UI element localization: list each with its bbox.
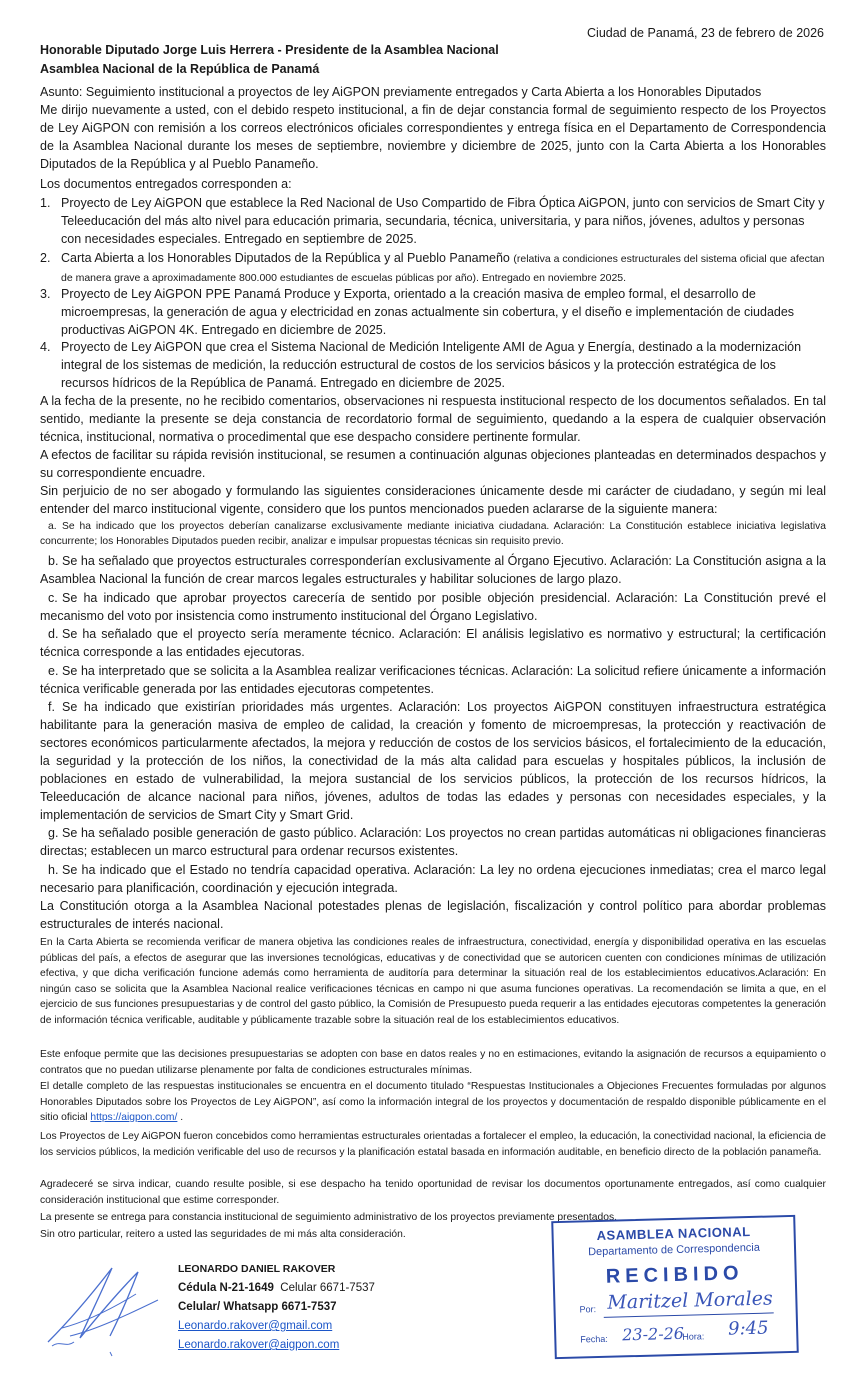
document-note: (relativa a condiciones estructurales del sistema oficial que afectan de manera grave a aproximadamente 800.000 estudiantes de escuelas públicas por año). Entregado en noviembre 2025. <box>61 253 825 284</box>
objection-text: Se ha indicado que el Estado no tendría capacidad operativa. Aclaración: La ley no ordena ejecuciones inmediatas; crea el marco legal necesario para planificación, coordinación y ejecución integrada. <box>40 863 826 895</box>
handwritten-signature <box>40 1250 170 1360</box>
document-item <box>40 338 826 392</box>
signer-celular: Celular 6671-7537 <box>280 1282 375 1294</box>
detalle-text: El detalle completo de las respuestas institucionales se encuentra en el documento titulado “Respuestas Institucionales a Objeciones Frecuentes formuladas por algunos Honorables Diputados sobre los Proyectos de Ley AiGPON”, así como la información integral de los proyectos y documentación de respaldo disponible públicamente en el sitio oficial <box>40 1081 826 1123</box>
stamp-fecha-value: 23-2-26 <box>621 1323 685 1345</box>
stamp-received: RECIBIDO <box>605 1262 744 1288</box>
objection-item <box>40 589 826 625</box>
email-link-aigpon[interactable]: Leonardo.rakover@aigpon.com <box>178 1339 340 1351</box>
objection-item <box>40 552 826 588</box>
document-item <box>40 285 826 339</box>
document-text: Carta Abierta a los Honorables Diputados de la República y al Pueblo Panameño <box>61 251 510 265</box>
detalle-paragraph <box>40 1079 826 1126</box>
enfoque-paragraph: Este enfoque permite que las decisiones presupuestarias se adopten con base en datos reales y no en estimaciones, evitando la asignación de recursos a equipamiento o contratos que no puedan utilizarse plenamente por falta de condiciones estructurales mínimas. <box>40 1049 826 1076</box>
no-response-paragraph: A la fecha de la presente, no he recibido comentarios, observaciones ni respuesta institucional respecto de los documentos señalados. En tal sentido, mediante la presente se deja constancia de recordatorio formal de seguimiento, quedando a la espera de cualquier observación técnica, institucional, normativa o procedimental que ese despacho considere pertinente formular. <box>40 394 826 444</box>
signature-block <box>178 1260 375 1355</box>
signer-id-line <box>178 1279 375 1298</box>
email-link-gmail[interactable]: Leonardo.rakover@gmail.com <box>178 1320 333 1332</box>
objection-item <box>40 824 826 860</box>
objection-letter: c. <box>48 591 58 605</box>
objection-item <box>40 625 826 661</box>
disclaimer-paragraph: Sin perjuicio de no ser abogado y formulando las siguientes consideraciones únicamente desde mi carácter de ciudadano, y según mi leal entender del marco institucional vigente, considero que los puntos mencionados pueden aclararse de la siguiente manera: <box>40 484 826 516</box>
signer-whatsapp: Celular/ Whatsapp 6671-7537 <box>178 1301 337 1313</box>
document-number: 1. <box>40 196 51 210</box>
recipient-line: Honorable Diputado Jorge Luis Herrera - Presidente de la Asamblea Nacional <box>40 43 499 57</box>
objection-text: Se ha indicado que existirían prioridades más urgentes. Aclaración: Los proyectos AiGPON constituyen infraestructura estratégica habilitante para la generación masiva de empleo de calidad, la creación y fomento de microempresas, la protección y reactivación de sectores económicos particularmente afectados, la mejora y reducción de costos de los servicios básicos, el fortalecimiento de la educación, la seguridad y la protección de los niños, la conectividad de la más alta calidad para escuelas y hospitales públicos, la inclusión de poblaciones en estado de vulnerabilidad, la mejora sustancial de los servicios públicos, la protección de los recursos hídricos, la Teleeducación de alcance nacional para niños, jóvenes, adultos de todas las edades y personas con necesidades especiales, y la implementación de servicios de Smart City y Smart Grid. <box>40 700 826 822</box>
documents-intro: Los documentos entregados corresponden a: <box>40 177 292 191</box>
intro-paragraph: Me dirijo nuevamente a usted, con el debido respeto institucional, a fin de dejar constancia formal de seguimiento respecto de los Proyectos de Ley AiGPON con remisión a los correos electrónicos oficiales correspondientes y entrega física en el Departamento de Correspondencia de la Asamblea Nacional durante los meses de septiembre, noviembre y diciembre de 2025, junto con la Carta Abierta a los Honorables Diputados de la República y al Pueblo Panameño. <box>40 103 826 171</box>
document-number: 2. <box>40 251 51 265</box>
institution-line: Asamblea Nacional de la República de Panamá <box>40 62 320 76</box>
objection-text: Se ha señalado que el proyecto sería meramente técnico. Aclaración: El análisis legislativo es normativo y estructural; la certificación técnica corresponde a las entidades ejecutoras. <box>40 627 826 659</box>
document-number: 4. <box>40 340 51 354</box>
stamp-por-label: Por: <box>579 1304 597 1315</box>
agradecere-paragraph: Agradeceré se sirva indicar, cuando resulte posible, si ese despacho ha tenido oportunidad de revisar los documentos oportunamente entregados, así como cualquier consideración institucional que estime corresponder. <box>40 1179 826 1206</box>
received-stamp <box>551 1215 799 1359</box>
document-item <box>40 194 826 248</box>
stamp-fecha-label: Fecha: <box>580 1333 608 1345</box>
site-link[interactable]: https://aigpon.com/ <box>90 1112 178 1123</box>
document-item <box>40 249 826 287</box>
stamp-institution: ASAMBLEA NACIONAL <box>596 1224 751 1244</box>
objection-item <box>40 662 826 698</box>
objection-text: Se ha señalado posible generación de gasto público. Aclaración: Los proyectos no crean partidas automáticas ni obligaciones financieras directas; establecen un marco estructural para ordenar recursos existentes. <box>40 826 826 858</box>
objection-letter: a. <box>48 521 57 532</box>
summary-paragraph: A efectos de facilitar su rápida revisión institucional, se resumen a continuación algunas objeciones planteadas en determinados despachos y su correspondiente encuadre. <box>40 448 826 480</box>
subject-line: Asunto: Seguimiento institucional a proyectos de ley AiGPON previamente entregados y Carta Abierta a los Honorables Diputados <box>40 85 762 99</box>
constitution-paragraph: La Constitución otorga a la Asamblea Nacional potestades plenas de legislación, fiscalización y control político para abordar problemas estructurales de interés nacional. <box>40 899 826 931</box>
objection-letter: d. <box>48 627 59 641</box>
letter-date: Ciudad de Panamá, 23 de febrero de 2026 <box>587 26 824 40</box>
objection-item <box>40 698 826 824</box>
stamp-department: Departamento de Correspondencia <box>587 1241 761 1259</box>
objection-letter: h. <box>48 863 59 877</box>
objection-text: Se ha indicado que aprobar proyectos carecería de sentido por posible objeción presidencial. Aclaración: La Constitución prevé el mecanismo del voto por insistencia como instrumento institucional del Órgano Legislativo. <box>40 591 826 623</box>
stamp-hora-label: Hora: <box>682 1331 705 1342</box>
objection-item <box>40 861 826 897</box>
detalle-after: . <box>177 1112 184 1123</box>
concebidos-paragraph: Los Proyectos de Ley AiGPON fueron concebidos como herramientas estructurales orientadas a fortalecer el empleo, la educación, la conectividad nacional, la eficiencia de los servicios públicos, la medición verificable del uso de recursos y la planificación estatal basada en información auditable, en beneficio directo de la población panameña. <box>40 1131 826 1158</box>
constancia-paragraph: La presente se entrega para constancia institucional de seguimiento administrativo de los proyectos previamente presentados. <box>40 1212 617 1223</box>
signer-name: LEONARDO DANIEL RAKOVER <box>178 1263 336 1275</box>
document-text: Proyecto de Ley AiGPON PPE Panamá Produce y Exporta, orientado a la creación masiva de empleo formal, el desarrollo de microempresas, la generación de agua y electricidad en zonas actualmente sin cobertura, y el diseño e implementación de ciudades productivas AiGPON 4K. Entregado en diciembre de 2025. <box>61 287 795 337</box>
stamp-por-underline <box>604 1312 774 1317</box>
objection-text: Se ha señalado que proyectos estructurales corresponderían exclusivamente al Órgano Ejecutivo. Aclaración: La Constitución asigna a la Asamblea Nacional la función de crear marcos legales estructurales y habilitar soluciones de largo plazo. <box>40 554 826 586</box>
objection-letter: b. <box>48 554 59 568</box>
objection-letter: e. <box>48 664 59 678</box>
objection-letter: f. <box>48 700 55 714</box>
document-number: 3. <box>40 287 51 301</box>
document-text: Proyecto de Ley AiGPON que crea el Sistema Nacional de Medición Inteligente AMI de Agua y Energía, destinado a la modernización integral de los sistemas de medición, la reducción estructural de costos de los servicios básicos y la protección estratégica de los recursos hídricos de la República de Panamá. Entregado en diciembre de 2025. <box>61 340 802 390</box>
objection-letter: g. <box>48 826 59 840</box>
stamp-por-value: Maritzel Morales <box>607 1287 773 1314</box>
closing-paragraph: Sin otro particular, reitero a usted las seguridades de mi más alta consideración. <box>40 1229 406 1240</box>
signer-cedula: Cédula N-21-1649 <box>178 1282 274 1294</box>
objection-text: Se ha indicado que los proyectos deberían canalizarse exclusivamente mediante iniciativa ciudadana. Aclaración: La Constitución establece iniciativa legislativa concurrente; los Honorables Diputados pueden recibir, analizar e impulsar propuestas técnicas sin requisito previo. <box>40 521 826 547</box>
stamp-hora-value: 9:45 <box>727 1317 769 1340</box>
carta-paragraph: En la Carta Abierta se recomienda verificar de manera objetiva las condiciones reales de infraestructura, conectividad, energía y disponibilidad operativa en las escuelas públicas del país, a efectos de asegurar que las inversiones tecnológicas, educativas y de conectividad que se autoricen cuenten con condiciones mínimas de utilización efectiva, y que dicha verificación funcione además como herramienta de auditoría para determinar la situación real de los establecimientos educativos.Aclaración: En ningún caso se solicita que la Asamblea Nacional realice verificaciones técnicas en campo ni que asuma funciones operativas. La recomendación se limita a que, en el ejercicio de sus funciones presupuestarias y de control del gasto público, la Comisión de Presupuesto pueda requerir a las entidades ejecutoras competentes la generación de información técnica verificable, auditable y públicamente trazable sobre la situación real de los establecimientos educativos. <box>40 937 826 1026</box>
objection-text: Se ha interpretado que se solicita a la Asamblea realizar verificaciones técnicas. Aclaración: La solicitud refiere únicamente a información técnica verificable generada por las entidades ejecutoras competentes. <box>40 664 826 696</box>
objection-item <box>40 519 826 549</box>
document-text: Proyecto de Ley AiGPON que establece la Red Nacional de Uso Compartido de Fibra Óptica AiGPON, junto con servicios de Smart City y Teleeducación del más alto nivel para educación primaria, secundaria, técnica, universitaria, y para niños, jóvenes, adultos y personas con necesidades especiales. Entregado en septiembre de 2025. <box>61 196 825 246</box>
